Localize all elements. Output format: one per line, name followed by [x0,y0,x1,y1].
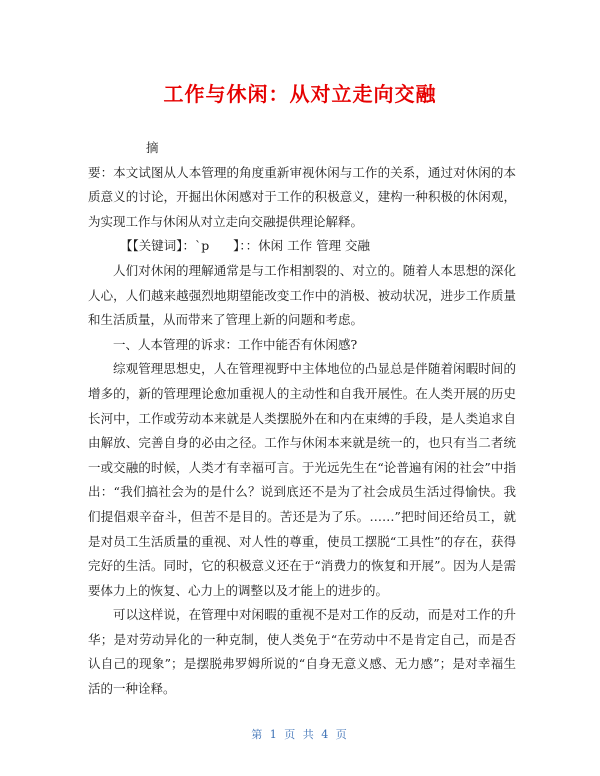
keywords-separator: 】：： [233,238,259,254]
body-paragraph: 可以这样说，在管理中对闲暇的重视不是对工作的反动，而是对工作的升华；是对劳动异化的一种克制，使人类免于“在劳动中不是肯定自己，而是否认自己的现象”；是摆脱弗罗姆所说的“自身无意义感、无力感”；是对幸福生活的一种诠释。 [88,607,516,697]
keywords-prefix: 【【关键词】：`p [120,238,210,254]
abstract-paragraph: 要：本文试图从人本管理的角度重新审视休闲与工作的关系，通过对休闲的本质意义的讨论，开掘出休闲感对于工作的积极意义，建构一种积极的休闲观，为实现工作与休闲从对立走向交融提供理论解释。 [88,164,516,229]
document-title: 工作与休闲：从对立走向交融 [163,82,437,106]
keywords-line [88,234,516,259]
page-number: 第 1 页 共 4 页 [251,728,349,741]
abstract-heading: 摘 [146,140,159,155]
section-heading: 一、人本管理的诉求：工作中能否有休闲感? [113,336,358,352]
intro-paragraph: 人们对休闲的理解通常是与工作相割裂的、对立的。随着人本思想的深化人心，人们越来越强烈地期望能改变工作中的消极、被动状况，进步工作质量和生活质量，从而带来了管理上新的问题和考虑。 [88,262,516,328]
body-paragraph: 综观管理思想史，人在管理视野中主体地位的凸显总是伴随着闲暇时间的增多的，新的管理理论愈加重视人的主动性和自我开展性。在人类开展的历史长河中，工作或劳动本来就是人类摆脱外在和内在束缚的手段，是人类追求自由解放、完善自身的必由之径。工作与休闲本来就是统一的，也只有当二者统一或交融的时候，人类才有幸福可言。于光远先生在“论普遍有闲的社会”中指出：“我们搞社会为的是什么？说到底还不是为了社会成员生活过得愉快。我们提倡艰辛奋斗，但苦不是目的。苦还是为了乐。……”把时间还给员工，就是对员工生活质量的重视、对人性的尊重，使员工摆脱“工具性”的存在，获得完好的生活。同时，它的积极意义还在于“消费力的恢复和开展”。因为人是需要体力上的恢复、心力上的调整以及才能上的进步的。 [88,361,516,598]
keywords-list: 休闲 工作 管理 交融 [258,238,371,254]
document-body [88,136,516,702]
